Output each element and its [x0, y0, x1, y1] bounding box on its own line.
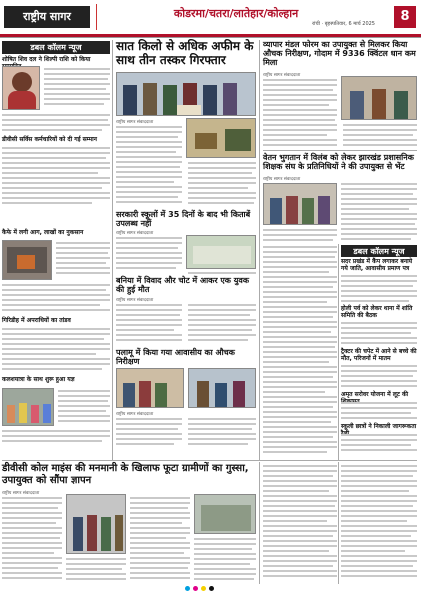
right-col-story1: सदर प्रखंड में कैंप लगाकर बनाये गये जाति, आवासीय प्रमाण पत्र	[341, 258, 413, 272]
mid-story-headline: सरकारी स्कूलों में 35 दिनों के बाद भी किताबें उपलब्ध नहीं	[116, 210, 251, 229]
bottom-photo-2	[194, 494, 256, 534]
registration-dot-cyan	[185, 586, 190, 591]
lead-photo-seized	[186, 118, 256, 158]
col1-story5-headline: कलशयात्रा के साथ शुरू हुआ यज्ञ	[2, 376, 75, 383]
col1-headline: शोषित शिव दल ने शिल्पी राशि को किया	[2, 56, 91, 63]
edition-title: कोडरमा/चतरा/लातेहार/कोल्हान	[173, 7, 299, 20]
right-col-label: डबल कॉलम न्यूज	[341, 245, 417, 257]
accident-headline: बनिया में विवाद और चोट में आकर एक युवक की हुई मौत	[116, 276, 249, 295]
col1-story4-headline: गिरिडीह में अपराधियों का तांडव	[2, 317, 71, 324]
registration-dot-magenta	[193, 586, 198, 591]
right-mid-byline: राष्ट्रीय सागर संवाददाता	[263, 177, 301, 182]
right-top-headline: व्यापार मंडल फोरम का उपायुक्त से मिलकर किया औचक निरीक्षण, गोदाम में 9336 क्विंटल धान कम मिला	[263, 40, 416, 68]
inspection-headline: पलामू में किया गया आवासीय का औचक निरीक्षण	[116, 348, 235, 367]
right-top-photo	[341, 76, 417, 120]
lead-byline: राष्ट्रीय सागर संवाददाता	[116, 120, 154, 125]
right-mid-headline: वेतन भुगतान में विलंब को लेकर झारखंड प्रशासनिक शिक्षक संघ के प्रतिनिधियों ने की उपायुक्त से भेंट	[263, 153, 414, 172]
bottom-headline: डीवीसी कोल माइंस की मनमानी के खिलाफ फूटा ग्रामीणों का गुस्सा, उपायुक्त को सौंपा ज्ञापन	[2, 463, 249, 486]
edition-bar	[96, 4, 374, 30]
col1-story3-headline: कैफे में लगी आग, लाखों का नुकसान	[2, 229, 84, 236]
right-col-story2: होली पर्व को लेकर थाना में शांति समिति की बैठक	[341, 305, 413, 319]
right-top-byline: राष्ट्रीय सागर संवाददाता	[263, 73, 301, 78]
inspection-photo-left	[116, 368, 184, 408]
accident-byline: राष्ट्रीय सागर संवाददाता	[116, 298, 154, 303]
registration-dot-black	[209, 586, 214, 591]
col1-fire-photo	[2, 240, 52, 280]
page-number: 8	[394, 6, 416, 28]
registration-dot-yellow	[201, 586, 206, 591]
right-col-story4: अमृत सरोवर योजना में लूट की	[341, 391, 409, 398]
edition-date: रांची · बृहस्पतिवार, 6 मार्च 2025	[312, 21, 375, 27]
masthead-rule	[0, 34, 421, 37]
inspection-byline: राष्ट्रीय सागर संवाददाता	[116, 412, 154, 417]
right-col-story3: ट्रैक्टर की चपेट में आने से बच्चे की मौत, परिजनों में मातम	[341, 348, 417, 362]
lead-photo-group	[116, 72, 256, 116]
mid-story-photo	[186, 235, 256, 269]
mid-story-byline: राष्ट्रीय सागर संवाददाता	[116, 231, 154, 236]
right-mid-photo	[263, 183, 337, 225]
right-col-story5: स्कूली छात्रों ने निकाली जागरूकता	[341, 423, 417, 430]
col1-procession-photo	[2, 388, 54, 426]
inspection-photo-right	[188, 368, 256, 408]
newspaper-logo: राष्ट्रीय सागर	[4, 6, 90, 28]
lead-headline: सात किलो से अधिक अफीम के साथ तीन तस्कर गिरफ्तार	[116, 39, 254, 67]
bottom-photo-1	[66, 494, 126, 554]
bottom-byline: राष्ट्रीय सागर संवाददाता	[2, 491, 40, 496]
col1-story2-headline: डीवीसी सर्विस कर्मचारियों को दी गई सम्मान	[2, 136, 97, 143]
masthead	[0, 0, 421, 38]
col1-label: डबल कॉलम न्यूज	[2, 41, 110, 54]
col1-portrait-photo	[2, 66, 40, 110]
